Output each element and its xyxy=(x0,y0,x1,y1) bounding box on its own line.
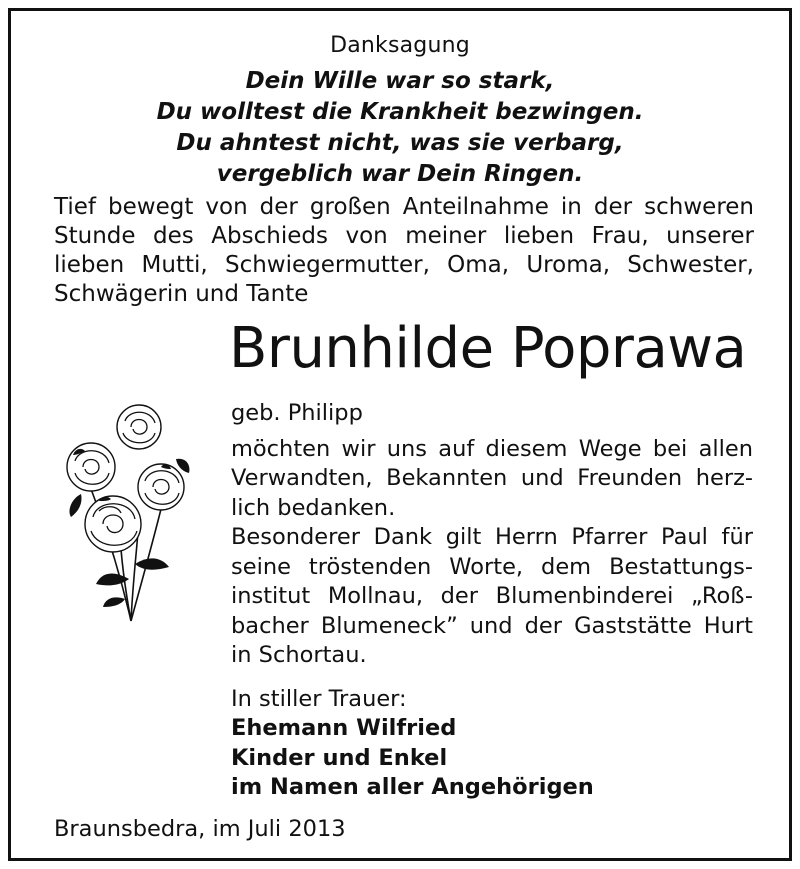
intro-line: lieben Mutti, Schwiegermutter, Oma, Uroma, Schwester, xyxy=(54,252,754,278)
intro-line: Schwägerin und Tante xyxy=(54,281,309,307)
poem-line: Du ahntest nicht, was sie verbarg, xyxy=(176,130,624,156)
special-thanks-line: Besonderer Dank gilt Herrn Pfarrer Paul für xyxy=(231,524,753,550)
place-date: Braunsbedra, im Juli 2013 xyxy=(54,816,346,842)
mourner: Ehemann Wilfried xyxy=(231,715,457,741)
birth-name: geb. Philipp xyxy=(231,400,363,426)
intro-line: Tief bewegt von der großen Anteilnahme in der schweren xyxy=(54,194,754,220)
message-column xyxy=(231,399,753,803)
thanks-line: Verwandten, Bekannten und Freunden herz- xyxy=(231,465,753,491)
intro-line: Stunde des Abschieds von meiner lieben Frau, unserer xyxy=(54,223,754,249)
special-thanks-line: institut Mollnau, der Blumenbinderei „Roß- xyxy=(231,583,753,609)
poem-line: vergeblich war Dein Ringen. xyxy=(216,161,584,187)
heading: Danksagung xyxy=(330,33,470,58)
thanks-line: möchten wir uns auf diesem Wege bei allen xyxy=(231,435,753,462)
poem-line: Du wolltest die Krankheit bezwingen. xyxy=(156,99,644,125)
special-thanks-line: in Schortau. xyxy=(231,642,367,668)
thanks-line: lich bedanken. xyxy=(231,494,396,521)
special-thanks-line: bacher Blumeneck” und der Gaststätte Hurt xyxy=(231,612,753,639)
mourning-label: In stiller Trauer: xyxy=(231,685,407,712)
mourner: Kinder und Enkel xyxy=(231,744,448,771)
intro-paragraph xyxy=(54,193,754,309)
obituary-frame xyxy=(8,8,792,861)
poem xyxy=(11,66,789,190)
poem-line: Dein Wille war so stark, xyxy=(245,68,555,94)
deceased-name: Brunhilde Poprawa xyxy=(229,316,747,381)
special-thanks-line: seine tröstenden Worte, dem Bestattungs- xyxy=(231,553,753,580)
mourner: im Namen aller Angehörigen xyxy=(231,774,594,800)
roses-illustration-icon xyxy=(51,399,191,624)
